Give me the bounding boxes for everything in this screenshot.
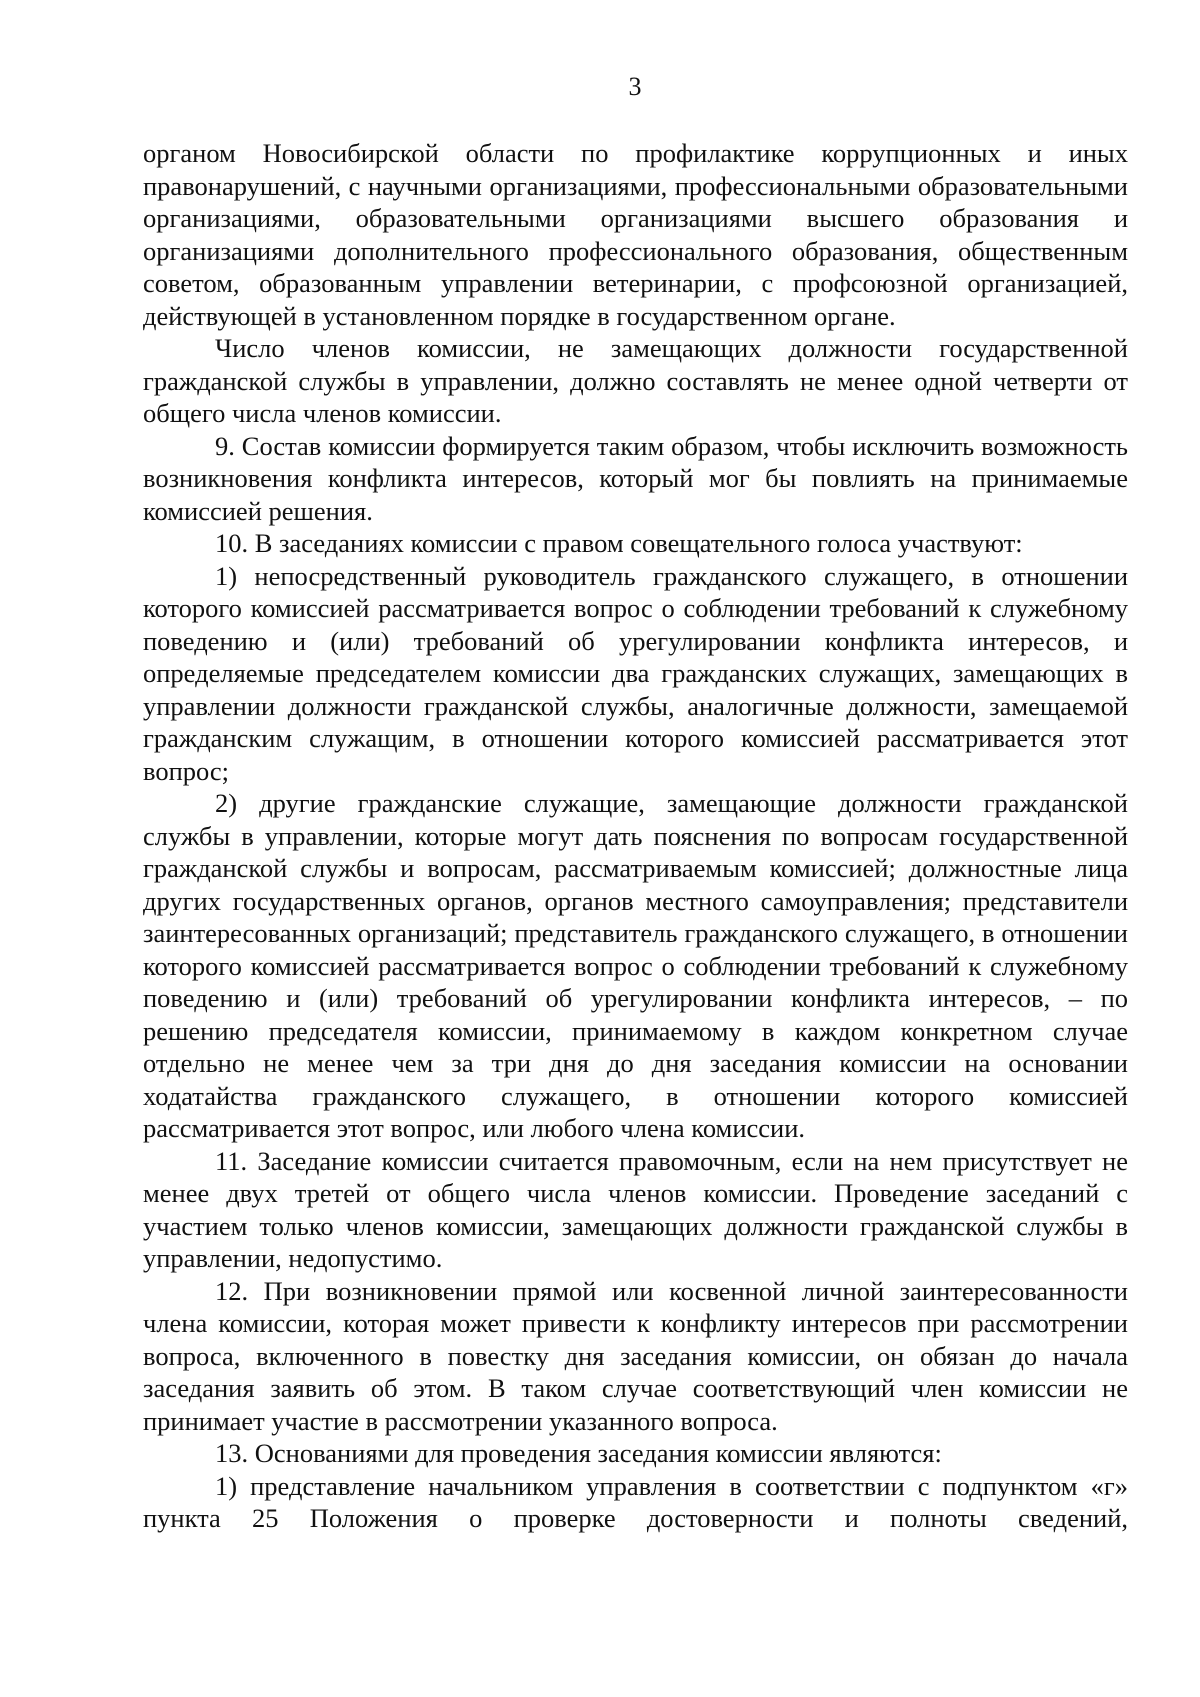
paragraph-item-9: 9. Состав комиссии формируется таким образом, чтобы исключить возможность возникновения конфликта интересов, который мог бы повлиять на принимаемые комиссией решения. bbox=[143, 430, 1128, 526]
document-body bbox=[143, 137, 1128, 1535]
paragraph-commission-members-quarter: Число членов комиссии, не замещающих должности государственной гражданской службы в управлении, должно составлять не менее одной четверти от общего числа членов комиссии. bbox=[143, 333, 1128, 428]
paragraph-item-10: 10. В заседаниях комиссии с правом совещательного голоса участвуют: bbox=[215, 528, 1023, 558]
paragraph-item-13: 13. Основаниями для проведения заседания комиссии являются: bbox=[215, 1438, 942, 1468]
paragraph-item-13-subitem-1: 1) представление начальником управления в соответствии с подпунктом «г» пункта 25 Положения о проверке достоверности и полноты сведений, bbox=[143, 1470, 1128, 1533]
paragraph-item-10-subitem-2: 2) другие гражданские служащие, замещающие должности гражданской службы в управлении, которые могут дать пояснения по вопросам государственной гражданской службы и вопросам, рассматриваемым комиссией; должностные лица других государственных органов, органов местного самоуправления; представители заинтересованных организаций; представитель гражданского служащего, в отношении которого комиссией рассматривается вопрос о соблюдении требований к служебному поведению и (или) требований об урегулировании конфликта интересов, – по решению председателя комиссии, принимаемому в каждом конкретном случае отдельно не менее чем за три дня до дня заседания комиссии на основании ходатайства гражданского служащего, в отношении которого комиссией рассматривается этот вопрос, или любого члена комиссии. bbox=[143, 788, 1128, 1143]
page-number: 3 bbox=[628, 72, 642, 101]
paragraph-item-10-subitem-1: 1) непосредственный руководитель гражданского служащего, в отношении которого комиссией рассматривается вопрос о соблюдении требований к служебному поведению и (или) требований об урегулировании конфликта интересов, и определяемые председателем комиссии два гражданских служащих, замещающих в управлении должности гражданской службы, аналогичные должности, замещаемой гражданским служащим, в отношении которого комиссией рассматривается этот вопрос; bbox=[143, 560, 1128, 786]
paragraph-continuation: органом Новосибирской области по профилактике коррупционных и иных правонарушений, с научными организациями, профессиональными образовательными организациями, образовательными организациями высшего образования и организациями дополнительного профессионального образования, общественным советом, образованным управлении ветеринарии, с профсоюзной организацией, действующей в установленном порядке в государственном органе. bbox=[143, 138, 1128, 331]
paragraph-item-12: 12. При возникновении прямой или косвенной личной заинтересованности члена комиссии, которая может привести к конфликту интересов при рассмотрении вопроса, включенного в повестку дня заседания комиссии, он обязан до начала заседания заявить об этом. В таком случае соответствующий член комиссии не принимает участие в рассмотрении указанного вопроса. bbox=[143, 1275, 1128, 1436]
paragraph-item-11: 11. Заседание комиссии считается правомочным, если на нем присутствует не менее двух третей от общего числа членов комиссии. Проведение заседаний с участием только членов комиссии, замещающих должности гражданской службы в управлении, недопустимо. bbox=[143, 1145, 1128, 1273]
